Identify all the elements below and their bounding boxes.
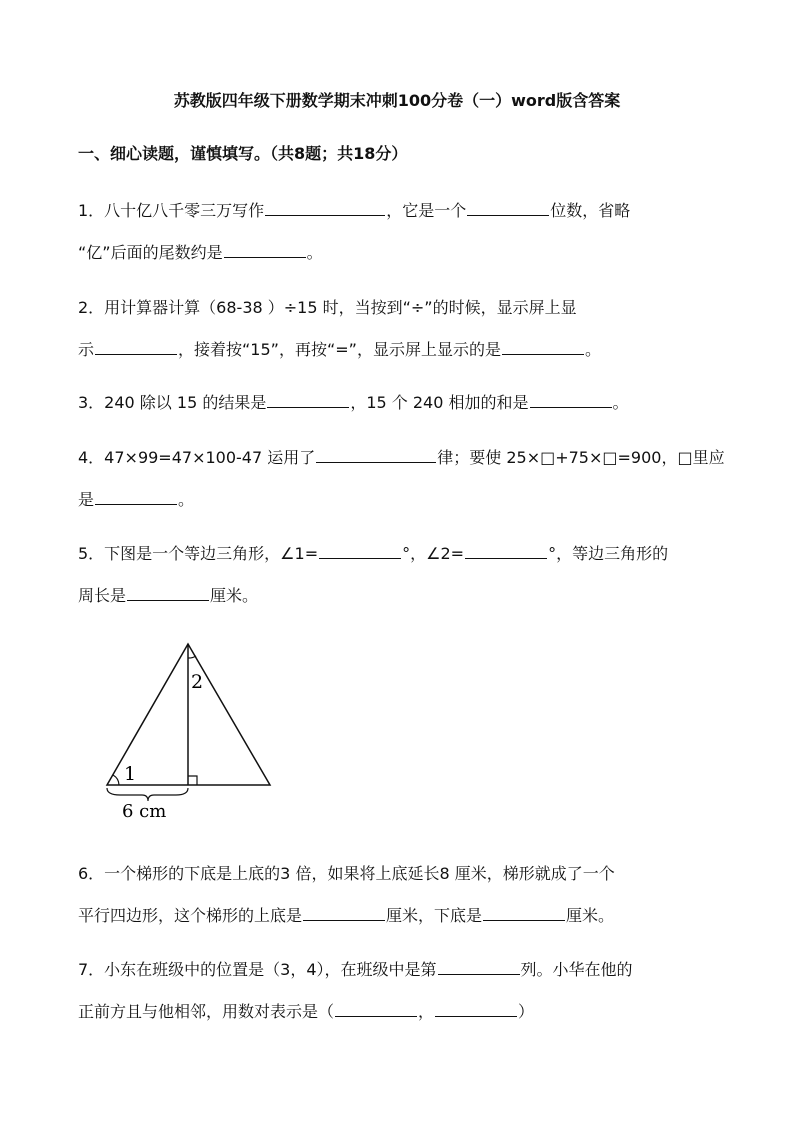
answer-blank[interactable] bbox=[95, 340, 177, 355]
q7-text-a: 7．小东在班级中的位置是（3，4），在班级中是第 bbox=[78, 960, 437, 979]
answer-blank[interactable] bbox=[435, 1002, 517, 1017]
q6-text-c: 厘米，下底是 bbox=[386, 906, 483, 925]
section-heading: 一、细心读题，谨慎填写。（共8题；共18分） bbox=[78, 144, 408, 163]
q6-text-b: 平行四边形，这个梯形的上底是 bbox=[78, 906, 303, 925]
right-angle-mark bbox=[188, 776, 197, 785]
angle-1-arc bbox=[113, 775, 119, 785]
triangle-diagram bbox=[100, 640, 280, 825]
q4-text-a: 4．47×99=47×100-47 运用了 bbox=[78, 448, 316, 467]
answer-blank[interactable] bbox=[224, 243, 306, 258]
answer-blank[interactable] bbox=[316, 448, 436, 463]
q3-text-a: 3．240 除以 15 的结果是 bbox=[78, 393, 267, 412]
q5-text-a: 5．下图是一个等边三角形，∠1= bbox=[78, 544, 319, 563]
q5-text-e: 厘米。 bbox=[210, 586, 259, 605]
q1-text-b: ，它是一个 bbox=[386, 201, 467, 220]
q1-text-c: 位数，省略 bbox=[550, 201, 631, 220]
q3-text-c: 。 bbox=[612, 393, 629, 412]
answer-blank[interactable] bbox=[127, 586, 209, 601]
answer-blank[interactable] bbox=[95, 490, 177, 505]
q1-text-d: “亿”后面的尾数约是 bbox=[78, 243, 223, 262]
answer-blank[interactable] bbox=[502, 340, 584, 355]
q6-text-d: 厘米。 bbox=[566, 906, 615, 925]
base-length-label: 6 cm bbox=[122, 801, 167, 822]
answer-blank[interactable] bbox=[465, 544, 547, 559]
answer-blank[interactable] bbox=[335, 1002, 417, 1017]
answer-blank[interactable] bbox=[303, 906, 385, 921]
q4-text-c: 是 bbox=[78, 490, 95, 509]
q5-text-b: °，∠2= bbox=[402, 544, 465, 563]
q7-text-d: ， bbox=[418, 1002, 435, 1021]
answer-blank[interactable] bbox=[438, 960, 520, 975]
q5-text-c: °，等边三角形的 bbox=[548, 544, 669, 563]
triangle-figure bbox=[100, 640, 280, 825]
q2-text-a: 2．用计算器计算（68-38 ）÷15 时，当按到“÷”的时候，显示屏上显 bbox=[78, 298, 577, 317]
answer-blank[interactable] bbox=[265, 201, 385, 216]
q6-text-a: 6．一个梯形的下底是上底的3 倍，如果将上底延长8 厘米，梯形就成了一个 bbox=[78, 864, 615, 883]
q7-text-b: 列。小华在他的 bbox=[520, 960, 633, 979]
answer-blank[interactable] bbox=[319, 544, 401, 559]
angle-2-arc bbox=[188, 656, 196, 658]
document-title: 苏教版四年级下册数学期末冲刺100分卷（一）word版含答案 bbox=[173, 91, 621, 110]
answer-blank[interactable] bbox=[483, 906, 565, 921]
q1-text-e: 。 bbox=[306, 243, 323, 262]
base-brace bbox=[107, 788, 188, 801]
answer-blank[interactable] bbox=[530, 393, 612, 408]
q2-text-c: ，接着按“15”，再按“=”，显示屏上显示的是 bbox=[178, 340, 501, 359]
q3-text-b: ，15 个 240 相加的和是 bbox=[350, 393, 529, 412]
answer-blank[interactable] bbox=[467, 201, 549, 216]
answer-blank[interactable] bbox=[267, 393, 349, 408]
q7-text-c: 正前方且与他相邻，用数对表示是（ bbox=[78, 1002, 335, 1021]
q1-text-a: 1．八十亿八千零三万写作 bbox=[78, 201, 265, 220]
q2-text-d: 。 bbox=[584, 340, 601, 359]
q4-text-b: 律；要使 25×□+75×□=900，□里应 bbox=[437, 448, 725, 467]
angle-1-label: 1 bbox=[124, 763, 137, 785]
q2-text-b: 示 bbox=[78, 340, 95, 359]
q4-text-d: 。 bbox=[178, 490, 195, 509]
angle-2-label: 2 bbox=[191, 671, 204, 693]
q5-text-d: 周长是 bbox=[78, 586, 127, 605]
q7-text-e: ） bbox=[518, 1002, 535, 1021]
